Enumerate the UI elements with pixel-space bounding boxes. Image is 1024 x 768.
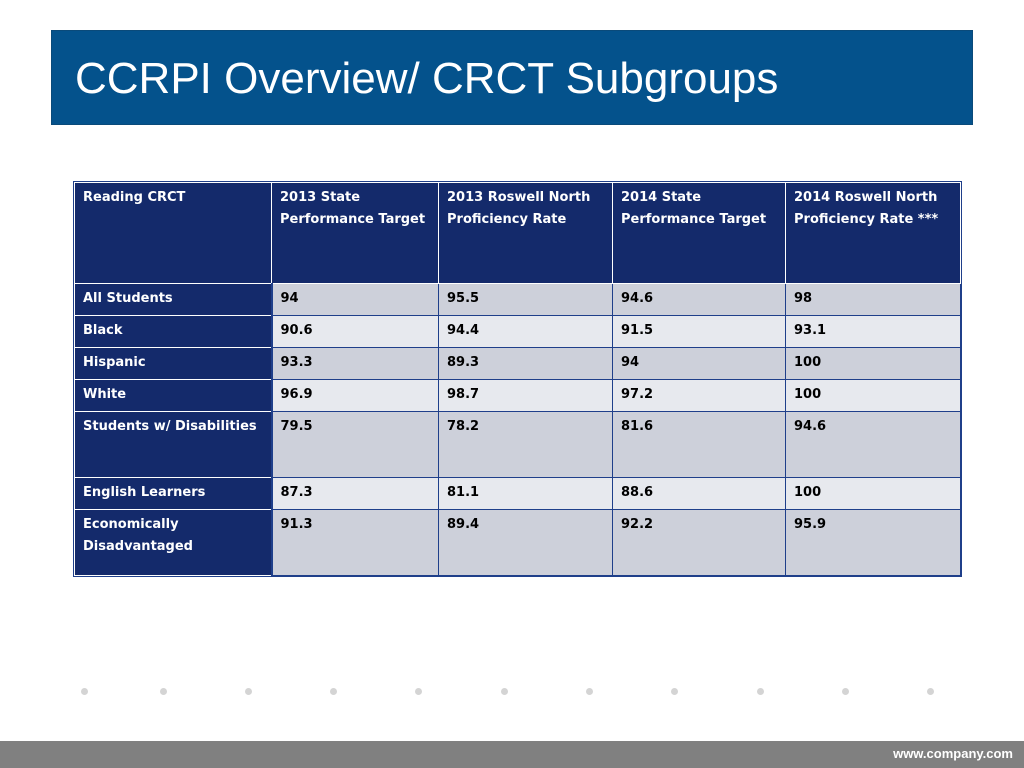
- table-cell: 91.5: [613, 316, 786, 348]
- table-cell: 91.3: [272, 510, 439, 576]
- table-cell: 95.5: [439, 284, 613, 316]
- table-cell: 100: [786, 478, 961, 510]
- table-cell: 94.6: [786, 412, 961, 478]
- decorative-dot: [415, 688, 422, 695]
- table-row: [75, 478, 961, 510]
- row-label: All Students: [75, 284, 272, 316]
- table-cell: 96.9: [272, 380, 439, 412]
- table-row: [75, 380, 961, 412]
- column-header-2014-state-target: 2014 State Performance Target: [613, 183, 786, 284]
- decorative-dot: [927, 688, 934, 695]
- decorative-dot: [842, 688, 849, 695]
- table-row: [75, 284, 961, 316]
- table-cell: 94.6: [613, 284, 786, 316]
- table-cell: 92.2: [613, 510, 786, 576]
- table-cell: 97.2: [613, 380, 786, 412]
- table-cell: 90.6: [272, 316, 439, 348]
- table-cell: 94: [272, 284, 439, 316]
- table-cell: 89.4: [439, 510, 613, 576]
- table-row: [75, 316, 961, 348]
- table-cell: 100: [786, 348, 961, 380]
- decorative-dot: [671, 688, 678, 695]
- decorative-dot: [586, 688, 593, 695]
- decorative-dot: [160, 688, 167, 695]
- table-cell: 93.1: [786, 316, 961, 348]
- table-cell: 78.2: [439, 412, 613, 478]
- table-cell: 94: [613, 348, 786, 380]
- table-cell: 94.4: [439, 316, 613, 348]
- title-bar: [51, 30, 973, 125]
- row-label: White: [75, 380, 272, 412]
- decorative-dot: [245, 688, 252, 695]
- table-cell: 95.9: [786, 510, 961, 576]
- decorative-dot: [501, 688, 508, 695]
- table-row: [75, 510, 961, 576]
- table-row: [75, 412, 961, 478]
- row-label: Economically Disadvantaged: [75, 510, 272, 576]
- table-cell: 100: [786, 380, 961, 412]
- decorative-dot: [330, 688, 337, 695]
- footer-url: www.company.com: [893, 746, 1013, 761]
- decorative-dot: [81, 688, 88, 695]
- table-cell: 81.6: [613, 412, 786, 478]
- row-label: Hispanic: [75, 348, 272, 380]
- table-cell: 88.6: [613, 478, 786, 510]
- table-cell: 79.5: [272, 412, 439, 478]
- table-header-row: [75, 183, 961, 284]
- column-header-2014-roswell-rate: 2014 Roswell North Proficiency Rate ***: [786, 183, 961, 284]
- decorative-dot-row: [0, 688, 1024, 698]
- footer-bar: [0, 741, 1024, 768]
- row-label: Students w/ Disabilities: [75, 412, 272, 478]
- slide-title: CCRPI Overview/ CRCT Subgroups: [75, 54, 779, 103]
- table-cell: 87.3: [272, 478, 439, 510]
- table-row: [75, 348, 961, 380]
- table-cell: 89.3: [439, 348, 613, 380]
- column-header-2013-state-target: 2013 State Performance Target: [272, 183, 439, 284]
- column-header-2013-roswell-rate: 2013 Roswell North Proficiency Rate: [439, 183, 613, 284]
- row-label: Black: [75, 316, 272, 348]
- reading-crct-table: [74, 182, 961, 576]
- row-label: English Learners: [75, 478, 272, 510]
- table-cell: 98.7: [439, 380, 613, 412]
- table-cell: 98: [786, 284, 961, 316]
- table-cell: 93.3: [272, 348, 439, 380]
- table-cell: 81.1: [439, 478, 613, 510]
- column-header-subject: Reading CRCT: [75, 183, 272, 284]
- decorative-dot: [757, 688, 764, 695]
